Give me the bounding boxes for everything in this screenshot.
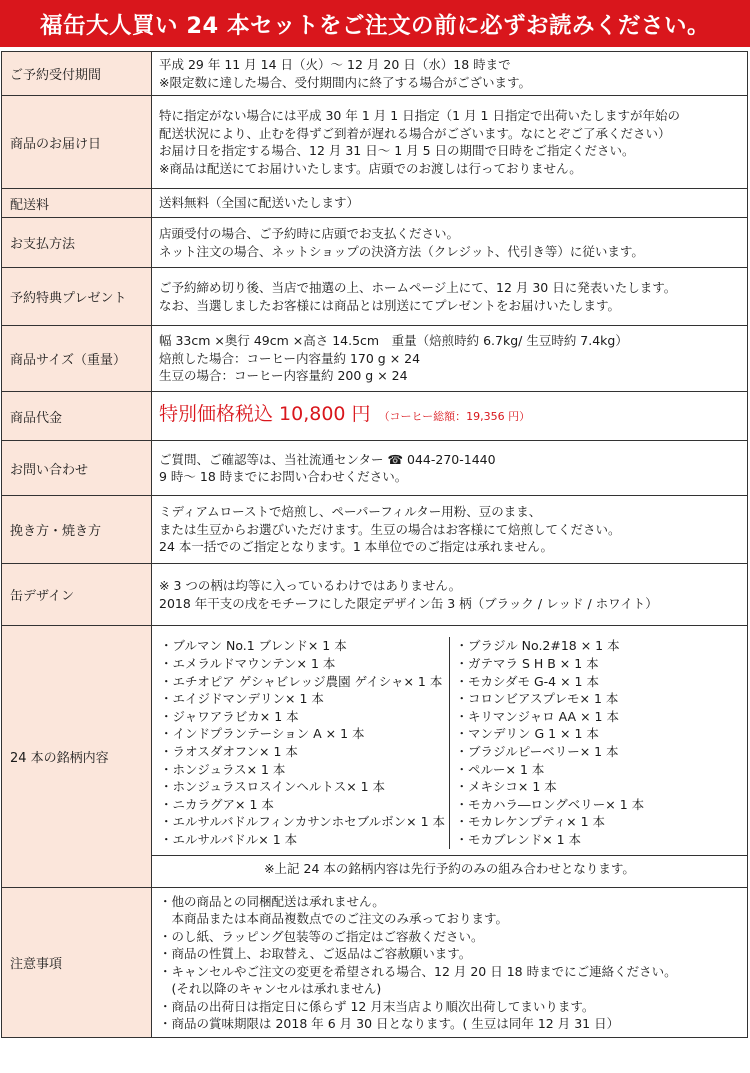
brand-footnote: ※上記 24 本の銘柄内容は先行予約のみの組み合わせとなります。 — [152, 855, 747, 882]
content-brands — [152, 626, 748, 888]
brand-item: ・エルサルバドルフィンカサンホセブルボン× 1 本 — [160, 814, 445, 830]
brand-item: ・ラオスダオフン× 1 本 — [160, 744, 298, 759]
brand-item: ・マンデリン G 1 × 1 本 — [455, 726, 599, 742]
brand-item: ・ニカラグア× 1 本 — [160, 796, 274, 812]
text-line: 配送状況により、止むを得ずご到着が遅れる場合がございます。なにとぞご了承ください） — [159, 125, 671, 141]
brand-item: ・エイジドマンデリン× 1 本 — [160, 691, 324, 707]
brand-item: ・エルサルバドル× 1 本 — [160, 831, 298, 847]
text-line: ミディアムローストで焙煎し、ペーパーフィルター用粉、豆のまま、 — [159, 504, 542, 520]
brand-item: ・ガテマラ S H B × 1 本 — [455, 656, 599, 672]
brand-item: ・ブラジル No.2#18 × 1 本 — [455, 638, 620, 654]
text-line: ・商品の性質上、お取替え、ご返品はご容赦願います。 — [159, 946, 472, 961]
info-table — [1, 51, 748, 1038]
label-grind: 挽き方・焼き方 — [2, 496, 152, 564]
row-delivery — [2, 96, 748, 189]
text-line: 送料無料（全国に配送いたします） — [159, 195, 360, 211]
label-size: 商品サイズ（重量） — [2, 326, 152, 392]
row-reservation — [2, 52, 748, 96]
text-line: ご予約締め切り後、当店で抽選の上、ホームページ上にて、12 月 30 日に発表いたします。 — [159, 280, 677, 295]
content-shipping — [152, 189, 748, 218]
content-contact — [152, 441, 748, 496]
brand-item: ・ペルー× 1 本 — [455, 761, 545, 777]
special-price: 特別価格税込 10,800 円 — [159, 403, 371, 426]
brand-item: ・ホンジュラスロスインヘルトス× 1 本 — [160, 779, 386, 795]
content-grind — [152, 496, 748, 564]
text-line: または生豆からお選びいただけます。生豆の場合はお客様にて焙煎してください。 — [159, 521, 621, 537]
brand-list-right — [450, 637, 740, 848]
content-reservation — [152, 52, 748, 96]
text-line: 幅 33cm ×奥行 49cm ×高さ 14.5cm 重量（焙煎時約 6.7kg/ 生豆時約 7.4kg） — [159, 333, 628, 349]
content-design — [152, 564, 748, 626]
label-design: 缶デザイン — [2, 564, 152, 626]
content-notes — [152, 888, 748, 1038]
text-line: なお、当選しましたお客様には商品とは別送にてプレゼントをお届けいたします。 — [159, 297, 621, 313]
brand-item: ・ホンジュラス× 1 本 — [160, 761, 286, 777]
text-line: 特に指定がない場合には平成 30 年 1 月 1 日指定（1 月 1 日指定で出荷いたしますが年始の — [159, 108, 680, 123]
text-line: 平成 29 年 11 月 14 日（火）～ 12 月 20 日（水）18 時まで — [159, 57, 511, 72]
brand-item: ・ブルマン No.1 ブレンド× 1 本 — [160, 638, 347, 654]
brand-item: ・メキシコ× 1 本 — [455, 779, 557, 795]
text-line: ・商品の出荷日は指定日に係らず 12 月末当店より順次出荷してまいります。 — [159, 998, 595, 1014]
brand-item: ・ブラジルピーベリー× 1 本 — [455, 744, 619, 759]
content-present — [152, 268, 748, 326]
label-notes: 注意事項 — [2, 888, 152, 1038]
brand-item: ・モカブレンド× 1 本 — [455, 831, 582, 847]
text-line: 焙煎した場合：コーヒー内容量約 170 g × 24 — [159, 350, 421, 366]
text-line: 2018 年干支の戌をモチーフにした限定デザイン缶 3 柄（ブラック / レッド / ホワイト） — [159, 595, 658, 611]
text-line: 9 時～ 18 時までにお問い合わせください。 — [159, 469, 408, 484]
coffee-total-note: （コーヒー総額：19,356 円） — [378, 410, 531, 424]
text-line: ※限定数に達した場合、受付期間内に終了する場合がございます。 — [159, 74, 531, 90]
row-contact — [2, 441, 748, 496]
label-payment: お支払方法 — [2, 218, 152, 268]
row-grind — [2, 496, 748, 564]
label-reservation: ご予約受付期間 — [2, 52, 152, 96]
brand-list-left — [160, 637, 450, 848]
label-price: 商品代金 — [2, 392, 152, 441]
notice-banner — [0, 0, 750, 47]
text-line: 店頭受付の場合、ご予約時に店頭でお支払ください。 — [159, 226, 460, 241]
brand-item: ・エチオピア ゲシャビレッジ農園 ゲイシャ× 1 本 — [160, 673, 443, 689]
text-line: ご質問、ご確認等は、当社流通センター ☎ 044-270-1440 — [159, 451, 496, 467]
brand-item: ・エメラルドマウンテン× 1 本 — [160, 656, 336, 672]
text-line: ※商品は配送にてお届けいたします。店頭でのお渡しは行っておりません。 — [159, 160, 582, 176]
brand-columns — [152, 631, 747, 848]
row-present — [2, 268, 748, 326]
label-delivery: 商品のお届け日 — [2, 96, 152, 189]
content-payment — [152, 218, 748, 268]
row-design — [2, 564, 748, 626]
text-line: ・キャンセルやご注文の変更を希望される場合、12 月 20 日 18 時までにご連絡ください。 — [159, 963, 677, 979]
text-line: お届け日を指定する場合、12 月 31 日～ 1 月 5 日の期間で日時をご指定ください。 — [159, 143, 635, 158]
text-line: ※ 3 つの柄は均等に入っているわけではありません。 — [159, 578, 462, 593]
label-contact: お問い合わせ — [2, 441, 152, 496]
row-brands — [2, 626, 748, 888]
brand-item: ・キリマンジャロ AA × 1 本 — [455, 708, 619, 724]
brand-item: ・インドプランテーション A × 1 本 — [160, 726, 365, 742]
label-shipping: 配送料 — [2, 189, 152, 218]
text-line: ・他の商品との同梱配送は承れません。 — [159, 893, 385, 909]
text-line: ネット注文の場合、ネットショップの決済方法（クレジット、代引き等）に従います。 — [159, 243, 644, 259]
brand-item: ・モカシダモ G-4 × 1 本 — [455, 673, 599, 689]
brand-item: ・ジャワアラビカ× 1 本 — [160, 708, 299, 724]
label-brands: 24 本の銘柄内容 — [2, 626, 152, 888]
row-payment — [2, 218, 748, 268]
banner-title: 福缶大人買い 24 本セットをご注文の前に必ずお読みください。 — [40, 12, 710, 39]
content-delivery — [152, 96, 748, 189]
text-line: 生豆の場合：コーヒー内容量約 200 g × 24 — [159, 368, 408, 384]
row-notes — [2, 888, 748, 1038]
content-size — [152, 326, 748, 392]
text-line: 本商品または本商品複数点でのご注文のみ承っております。 — [159, 911, 509, 926]
text-line: 24 本一括でのご指定となります。1 本単位でのご指定は承れません。 — [159, 539, 554, 555]
label-present: 予約特典プレゼント — [2, 268, 152, 326]
brand-item: ・コロンビアスプレモ× 1 本 — [455, 691, 619, 707]
brand-item: ・モカハラ―ロングベリー× 1 本 — [455, 796, 645, 812]
row-size — [2, 326, 748, 392]
text-line: (それ以降のキャンセルは承れません) — [159, 981, 382, 996]
row-price — [2, 392, 748, 441]
text-line: ・のし紙、ラッピング包装等のご指定はご容赦ください。 — [159, 928, 484, 944]
brand-item: ・モカレケンプティ× 1 本 — [455, 814, 605, 830]
content-price — [152, 392, 748, 441]
text-line: ・商品の賞味期限は 2018 年 6 月 30 日となります。( 生豆は同年 12 月 31 日） — [159, 1016, 620, 1031]
row-shipping — [2, 189, 748, 218]
